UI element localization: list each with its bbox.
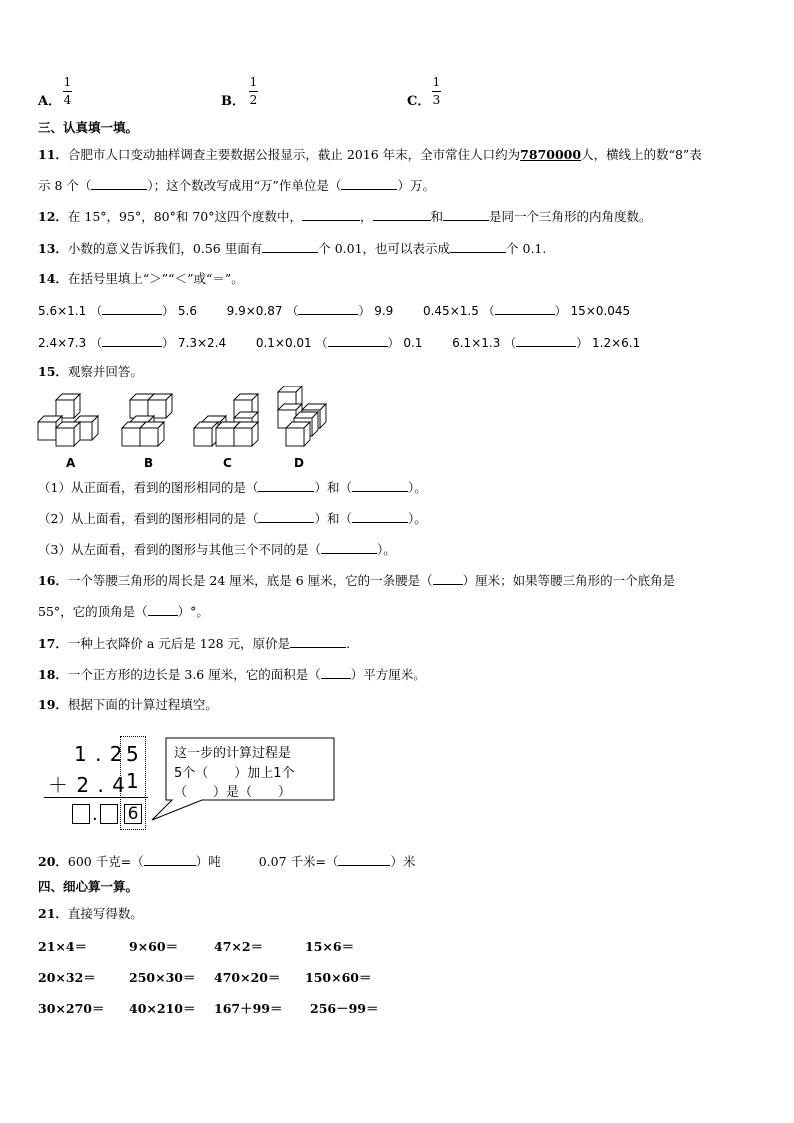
cube-figure-b (122, 394, 172, 446)
answer-blank[interactable] (302, 208, 360, 221)
option-c-label: C． (407, 94, 431, 109)
calc-3-4: 256－99＝ (310, 1001, 379, 1016)
answer-blank[interactable] (338, 853, 390, 866)
addend-1-last-digit: 5 (126, 742, 139, 766)
question-16: 16．一个等腰三角形的周长是 24 厘米，底是 6 厘米，它的一条腰是（ ）厘米；如果等腰三角形的一个底角是 (38, 573, 676, 588)
compare-blank[interactable] (328, 334, 388, 347)
answer-blank[interactable] (258, 479, 314, 492)
figure-label-c: C (223, 456, 232, 470)
answer-blank[interactable] (443, 208, 489, 221)
answer-blank[interactable] (352, 479, 408, 492)
numerator: 1 (63, 75, 72, 89)
calc-1-3: 47×2＝ (214, 939, 264, 954)
numerator: 1 (249, 75, 258, 89)
numerator: 1 (432, 75, 441, 89)
bubble-line-2: 5个（ ）加上1个 (174, 766, 295, 781)
cube-figure-d (278, 386, 326, 446)
answer-box-tenths[interactable] (100, 804, 118, 824)
bubble-line-3: （ ）是（ ） (174, 785, 292, 800)
answer-box-ones[interactable] (72, 804, 90, 824)
cube-figure-a (38, 394, 98, 446)
calc-2-2: 250×30＝ (129, 970, 196, 985)
calc-3-2: 40×210＝ (129, 1001, 196, 1016)
answer-blank[interactable] (144, 853, 196, 866)
addend-1: 1 . 2 (74, 742, 124, 766)
section-4-heading: 四、细心算一算。 (38, 879, 139, 894)
answer-blank[interactable] (341, 177, 397, 190)
calc-2-4: 150×60＝ (305, 970, 372, 985)
calc-1-4: 15×6＝ (305, 939, 355, 954)
calc-3-1: 30×270＝ (38, 1001, 105, 1016)
option-b-label: B． (221, 94, 245, 109)
compare-blank[interactable] (298, 302, 358, 315)
answer-blank[interactable] (91, 177, 147, 190)
option-a-label: A． (38, 94, 62, 109)
answer-blank[interactable] (373, 208, 431, 221)
question-13: 13．小数的意义告诉我们，0.56 里面有 个 0.01，也可以表示成 个 0.1. (38, 241, 547, 256)
calc-2-3: 470×20＝ (214, 970, 281, 985)
calc-1-2: 9×60＝ (129, 939, 179, 954)
answer-blank[interactable] (148, 603, 178, 616)
sum-last-digit: 6 (124, 804, 142, 824)
question-19: 19．根据下面的计算过程填空。 (38, 697, 218, 712)
denominator: 4 (63, 93, 72, 107)
figure-label-a: A (66, 456, 76, 470)
answer-blank[interactable] (352, 510, 408, 523)
compare-blank[interactable] (102, 302, 162, 315)
question-16-line2: 55°，它的顶角是（ ）°。 (38, 604, 209, 619)
calc-2-1: 20×32＝ (38, 970, 96, 985)
section-3-heading: 三、认真填一填。 (38, 120, 139, 135)
compare-blank[interactable] (516, 334, 576, 347)
denominator: 2 (249, 93, 258, 107)
cube-figure-c (194, 394, 258, 446)
addend-2: ＋ 2 . 4 (48, 773, 126, 797)
bubble-line-1: 这一步的计算过程是 (174, 746, 292, 761)
question-11: 11．合肥市人口变动抽样调查主要数据公报显示，截止 2016 年末，全市常住人口约为7870000人，横线上的数“8”表 (38, 147, 702, 162)
compare-blank[interactable] (102, 334, 162, 347)
answer-blank[interactable] (450, 240, 506, 253)
answer-blank[interactable] (262, 240, 318, 253)
figure-label-d: D (294, 456, 304, 470)
question-12: 12．在 15°，95°，80°和 70°这四个度数中， ， 和 是同一个三角形的内角度数。 (38, 209, 652, 224)
answer-blank[interactable] (433, 572, 463, 585)
denominator: 3 (432, 93, 441, 107)
question-15-sub2: （2）从上面看，看到的图形相同的是（ ）和（ ）。 (38, 511, 427, 526)
answer-blank[interactable] (290, 635, 346, 648)
question-15-sub1: （1）从正面看，看到的图形相同的是（ ）和（ ）。 (38, 480, 427, 495)
answer-blank[interactable] (321, 666, 351, 679)
question-21: 21．直接写得数。 (38, 906, 143, 921)
answer-blank[interactable] (321, 541, 377, 554)
figure-label-b: B (144, 456, 154, 470)
calc-3-3: 167＋99＝ (214, 1001, 283, 1016)
question-11-line2: 示 8 个（ ）；这个数改写成用“万”作单位是（ ）万。 (38, 178, 435, 193)
question-20: 20．600 千克=（ ）吨 0.07 千米=（ ）米 (38, 854, 416, 869)
compare-blank[interactable] (495, 302, 555, 315)
compare-row-2: 2.4×7.3 （ ） 7.3×2.4 0.1×0.01 （ ） 0.1 6.1×1.3 （ ） 1.2×6.1 (38, 336, 641, 350)
option-b-fraction (249, 76, 258, 107)
option-a-fraction (63, 76, 72, 107)
calc-1-1: 21×4＝ (38, 939, 88, 954)
vertical-addition (36, 734, 336, 834)
answer-blank[interactable] (258, 510, 314, 523)
compare-row-1: 5.6×1.1 （ ） 5.6 9.9×0.87 （ ） 9.9 0.45×1.5 （ ） 15×0.045 (38, 304, 631, 318)
underlined-number: 7870000 (520, 147, 582, 162)
decimal-point: . (92, 804, 98, 825)
question-14: 14．在括号里填上“＞”“＜”或“＝”。 (38, 271, 244, 286)
question-15-sub3: （3）从左面看，看到的图形与其他三个不同的是（ ）。 (38, 542, 396, 557)
addend-2-last-digit: 1 (126, 769, 139, 793)
question-15: 15．观察并回答。 (38, 364, 143, 379)
option-c-fraction (432, 76, 441, 107)
cube-figures (30, 386, 330, 452)
question-17: 17．一种上衣降价 a 元后是 128 元，原价是 . (38, 636, 351, 651)
question-18: 18．一个正方形的边长是 3.6 厘米，它的面积是（ ）平方厘米。 (38, 667, 426, 682)
